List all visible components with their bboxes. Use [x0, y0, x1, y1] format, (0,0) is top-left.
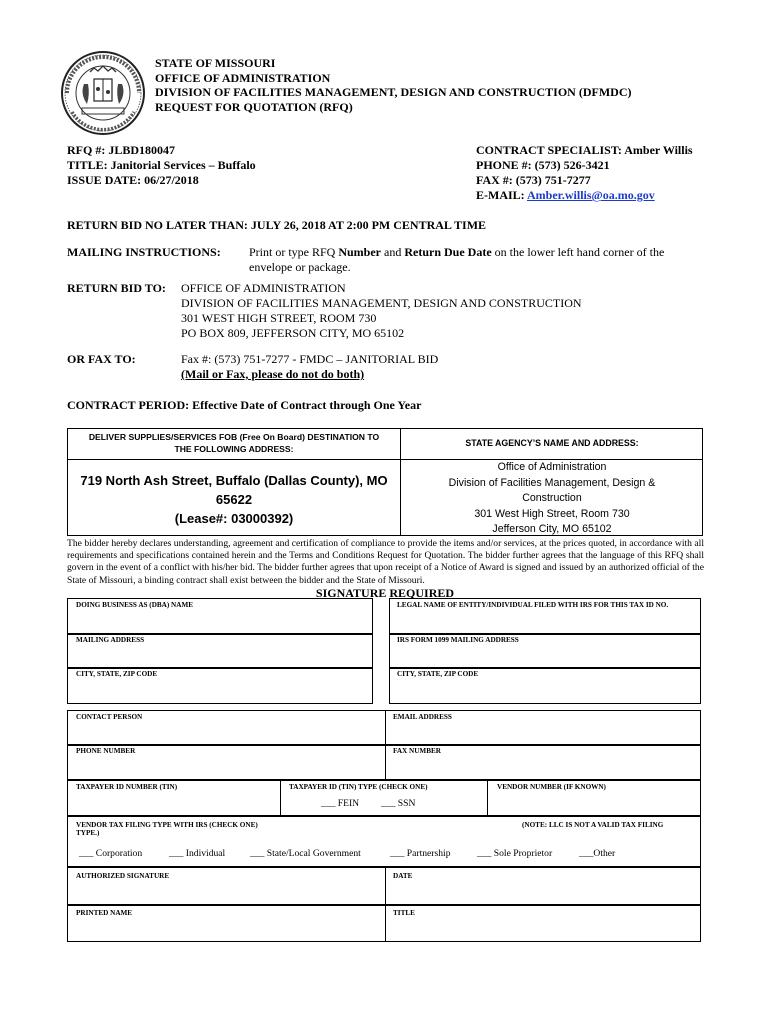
contact-phone: PHONE #: (573) 526-3421	[476, 158, 610, 172]
vendor-number-field[interactable]	[487, 779, 701, 816]
field-label: VENDOR TAX FILING TYPE WITH IRS (CHECK ONE)	[76, 821, 258, 829]
rfq-title: TITLE: Janitorial Services – Buffalo	[67, 158, 256, 172]
legal-name-field[interactable]	[389, 598, 701, 635]
mailing-address-field[interactable]	[67, 633, 373, 669]
printed-name-field[interactable]	[67, 904, 386, 942]
vendor-tax-filing-field	[67, 816, 701, 868]
delivery-table	[67, 428, 703, 536]
bidder-declaration: The bidder hereby declares understanding, agreement and certification of compliance to provide the items and/or services, at the prices quoted, in accordance with all requirements and specifications contained herein and the Terms and Conditions Request for Quotation. The bidder further agrees that the language of this RFQ shall govern in the event of a conflict with his/her bid. The bidder further agrees that upon receipt of a Notice of Award is signed and issued by an authorized official of the State of Missouri, a binding contract shall exist between the bidder and the State of Missouri.	[67, 538, 704, 586]
delivery-address-line: 65622	[215, 492, 253, 507]
field-label: LEGAL NAME OF ENTITY/INDIVIDUAL FILED WITH IRS FOR THIS TAX ID NO.	[397, 601, 669, 609]
fax-number-field[interactable]	[385, 744, 701, 781]
city-state-zip-field[interactable]	[67, 667, 373, 704]
fax-to-label: OR FAX TO:	[67, 352, 136, 366]
field-label: CITY, STATE, ZIP CODE	[76, 670, 158, 678]
mailing-text-and: and	[381, 245, 405, 259]
agency-header: STATE AGENCY’S NAME AND ADDRESS:	[465, 438, 639, 448]
header-division: DIVISION OF FACILITIES MANAGEMENT, DESIGN AND CONSTRUCTION (DFMDC)	[155, 85, 632, 99]
field-label: VENDOR NUMBER (IF KNOWN)	[497, 783, 606, 791]
agency-address	[401, 460, 703, 538]
state-seal-logo	[60, 50, 146, 136]
field-label: DOING BUSINESS AS (DBA) NAME	[76, 601, 194, 609]
contact-email-row	[476, 188, 693, 203]
delivery-address-line: 719 North Ash Street, Buffalo (Dallas County), MO	[80, 473, 388, 488]
contract-specialist: CONTRACT SPECIALIST: Amber Willis	[476, 143, 693, 157]
agency-address-line: 301 West High Street, Room 730	[474, 507, 630, 520]
field-label: TAXPAYER ID (TIN) TYPE (CHECK ONE)	[289, 783, 428, 791]
contract-period: CONTRACT PERIOD: Effective Date of Contract through One Year	[67, 398, 422, 412]
field-label: CITY, STATE, ZIP CODE	[397, 670, 479, 678]
irs-city-state-zip-field[interactable]	[389, 667, 701, 704]
mailing-text-due-date: Return Due Date	[404, 245, 492, 259]
field-label: CONTACT PERSON	[76, 713, 143, 721]
rfq-info	[67, 143, 256, 188]
phone-number-field[interactable]	[67, 744, 386, 781]
other-option[interactable]: ___Other	[579, 848, 616, 859]
return-address-line: DIVISION OF FACILITIES MANAGEMENT, DESIGN AND CONSTRUCTION	[181, 296, 582, 310]
fax-number-line: Fax #: (573) 751-7277 - FMDC – JANITORIAL BID	[181, 352, 439, 366]
document-header	[155, 56, 631, 114]
partnership-option[interactable]: ___ Partnership	[390, 848, 451, 859]
email-address-field[interactable]	[385, 710, 701, 746]
field-label: IRS FORM 1099 MAILING ADDRESS	[397, 636, 519, 644]
return-address-line: OFFICE OF ADMINISTRATION	[181, 281, 346, 295]
dba-name-field[interactable]	[67, 598, 373, 635]
state-local-government-option[interactable]: ___ State/Local Government	[250, 848, 361, 859]
contact-person-field[interactable]	[67, 710, 386, 746]
field-label: DATE	[393, 872, 413, 880]
header-rfq-title: REQUEST FOR QUOTATION (RFQ)	[155, 99, 353, 114]
contract-contact	[476, 143, 693, 203]
rfq-issue-date: ISSUE DATE: 06/27/2018	[67, 173, 199, 187]
field-label: TAXPAYER ID NUMBER (TIN)	[76, 783, 178, 791]
field-label: PHONE NUMBER	[76, 747, 136, 755]
agency-address-line: Jefferson City, MO 65102	[492, 523, 612, 536]
delivery-address	[68, 471, 400, 528]
fax-warning: (Mail or Fax, please do not do both)	[181, 367, 365, 381]
fax-to-details	[181, 352, 438, 382]
mailing-text-3: envelope or package.	[249, 260, 351, 274]
field-label: TITLE	[393, 909, 415, 917]
field-label: MAILING ADDRESS	[76, 636, 145, 644]
ssn-option[interactable]: ___ SSN	[381, 798, 416, 809]
mailing-text-number: Number	[338, 245, 382, 259]
delivery-header-line: THE FOLLOWING ADDRESS:	[174, 444, 294, 454]
field-label: AUTHORIZED SIGNATURE	[76, 872, 170, 880]
sole-proprietor-option[interactable]: ___ Sole Proprietor	[477, 848, 553, 859]
delivery-header-line: DELIVER SUPPLIES/SERVICES FOB (Free On Board) DESTINATION TO	[88, 432, 380, 442]
delivery-header	[68, 431, 400, 455]
irs-mailing-address-field[interactable]	[389, 633, 701, 669]
field-label: PRINTED NAME	[76, 909, 133, 917]
agency-address-line: Construction	[522, 492, 582, 505]
tin-field[interactable]	[67, 779, 281, 816]
header-state: STATE OF MISSOURI	[155, 56, 276, 70]
mailing-text-1: Print or type RFQ	[249, 245, 339, 259]
field-label: FAX NUMBER	[393, 747, 441, 755]
authorized-signature-field[interactable]	[67, 866, 386, 906]
return-deadline: RETURN BID NO LATER THAN: JULY 26, 2018 AT 2:00 PM CENTRAL TIME	[67, 218, 487, 232]
corporation-option[interactable]: ___ Corporation	[79, 848, 143, 859]
contact-fax: FAX #: (573) 751-7277	[476, 173, 591, 187]
tin-type-field[interactable]	[280, 779, 488, 816]
mailing-instructions-text	[249, 245, 709, 275]
header-office: OFFICE OF ADMINISTRATION	[155, 70, 331, 85]
rfq-number: RFQ #: JLBD180047	[67, 143, 175, 157]
return-bid-label: RETURN BID TO:	[67, 281, 166, 295]
return-bid-address	[181, 281, 582, 341]
email-link[interactable]: Amber.willis@oa.mo.gov	[527, 188, 655, 202]
date-field[interactable]	[385, 866, 701, 906]
return-address-line: PO BOX 809, JEFFERSON CITY, MO 65102	[181, 326, 405, 340]
delivery-address-line: (Lease#: 03000392)	[174, 511, 294, 526]
signature-required-title: SIGNATURE REQUIRED	[315, 586, 455, 600]
fein-option[interactable]: ___ FEIN	[321, 798, 360, 809]
return-address-line: 301 WEST HIGH STREET, ROOM 730	[181, 311, 377, 325]
llc-note: (NOTE: LLC IS NOT A VALID TAX FILING	[522, 821, 664, 829]
title-field[interactable]	[385, 904, 701, 942]
mailing-instructions-label: MAILING INSTRUCTIONS:	[67, 245, 221, 259]
agency-address-line: Office of Administration	[497, 461, 607, 473]
field-label: EMAIL ADDRESS	[393, 713, 452, 721]
field-label: TYPE.)	[76, 829, 100, 837]
individual-option[interactable]: ___ Individual	[169, 848, 226, 859]
agency-address-line: Division of Facilities Management, Design &	[448, 476, 656, 489]
email-label: E-MAIL:	[476, 188, 527, 202]
mailing-text-2: on the lower left hand corner of the	[491, 245, 665, 259]
